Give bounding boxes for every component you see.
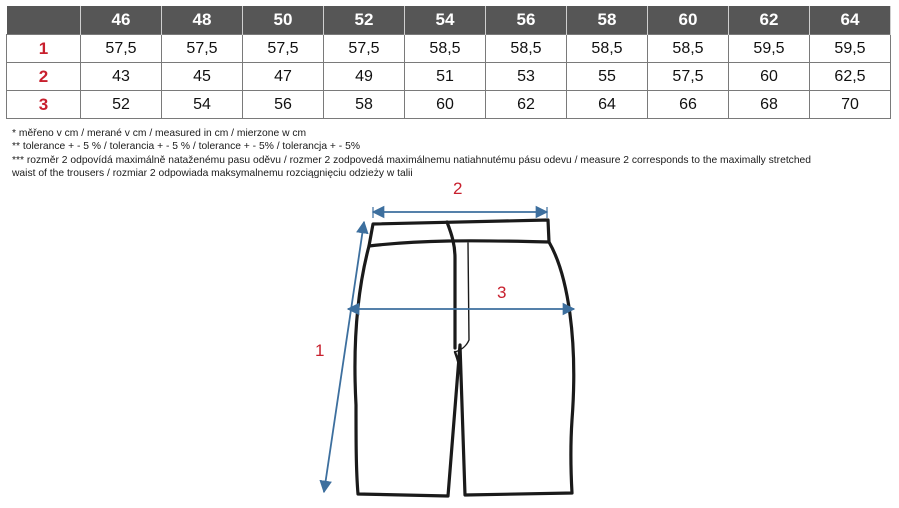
table-cell: 54 xyxy=(162,91,243,119)
dimension-label-waist: 2 xyxy=(453,179,463,198)
note-measure2-line2: waist of the trousers / rozmiar 2 odpowiada maksymalnemu rozciągnięciu odzieży w talii xyxy=(12,168,413,180)
table-cell: 59,5 xyxy=(729,35,810,63)
size-header-cell: 60 xyxy=(648,6,729,35)
table-cell: 62 xyxy=(486,91,567,119)
table-cell: 43 xyxy=(81,63,162,91)
table-cell: 57,5 xyxy=(324,35,405,63)
size-header-cell: 46 xyxy=(81,6,162,35)
table-cell: 58 xyxy=(324,91,405,119)
table-cell: 68 xyxy=(729,91,810,119)
shorts-illustration xyxy=(355,220,574,496)
dimension-waist xyxy=(373,207,547,218)
table-cell: 64 xyxy=(567,91,648,119)
shorts-outline xyxy=(355,220,574,496)
row-label-length: 1 xyxy=(7,35,81,63)
table-cell: 57,5 xyxy=(81,35,162,63)
table-cell: 58,5 xyxy=(648,35,729,63)
table-cell: 62,5 xyxy=(810,63,891,91)
dimension-label-length: 1 xyxy=(315,341,325,360)
row-label-waist: 2 xyxy=(7,63,81,91)
size-header-cell: 64 xyxy=(810,6,891,35)
size-header-cell: 58 xyxy=(567,6,648,35)
table-cell: 59,5 xyxy=(810,35,891,63)
size-header-cell: 52 xyxy=(324,6,405,35)
table-cell: 60 xyxy=(729,63,810,91)
table-cell: 58,5 xyxy=(405,35,486,63)
table-cell: 47 xyxy=(243,63,324,91)
row-label-width: 3 xyxy=(7,91,81,119)
table-cell: 58,5 xyxy=(567,35,648,63)
size-header-cell: 56 xyxy=(486,6,567,35)
size-header-cell: 48 xyxy=(162,6,243,35)
table-cell: 51 xyxy=(405,63,486,91)
fly-stitch xyxy=(455,243,469,352)
note-tolerance: ** tolerance + - 5 % / tolerancia + - 5 % / tolerance + - 5% / tolerancja + - 5% xyxy=(12,141,360,153)
table-cell: 53 xyxy=(486,63,567,91)
table-cell: 60 xyxy=(405,91,486,119)
table-cell: 58,5 xyxy=(486,35,567,63)
table-cell: 45 xyxy=(162,63,243,91)
note-measured: * měřeno v cm / merané v cm / measured in cm / mierzone w cm xyxy=(12,128,307,139)
table-cell: 49 xyxy=(324,63,405,91)
table-cell: 57,5 xyxy=(162,35,243,63)
size-header-cell: 54 xyxy=(405,6,486,35)
table-cell: 57,5 xyxy=(648,63,729,91)
table-cell: 52 xyxy=(81,91,162,119)
note-measure2-line1: *** rozměr 2 odpovídá maximálně nataženému pasu oděvu / rozmer 2 zodpovedá maximálnemu natiahnutému pásu odevu / measure 2 corresponds to the maximally stretched xyxy=(12,154,812,166)
table-cell: 66 xyxy=(648,91,729,119)
size-header-cell: 62 xyxy=(729,6,810,35)
dimension-label-width: 3 xyxy=(497,283,507,302)
dimension-length xyxy=(324,222,364,492)
size-header-cell: 50 xyxy=(243,6,324,35)
table-cell: 55 xyxy=(567,63,648,91)
table-cell: 57,5 xyxy=(243,35,324,63)
table-cell: 56 xyxy=(243,91,324,119)
table-cell: 70 xyxy=(810,91,891,119)
waistband-line xyxy=(369,241,549,246)
